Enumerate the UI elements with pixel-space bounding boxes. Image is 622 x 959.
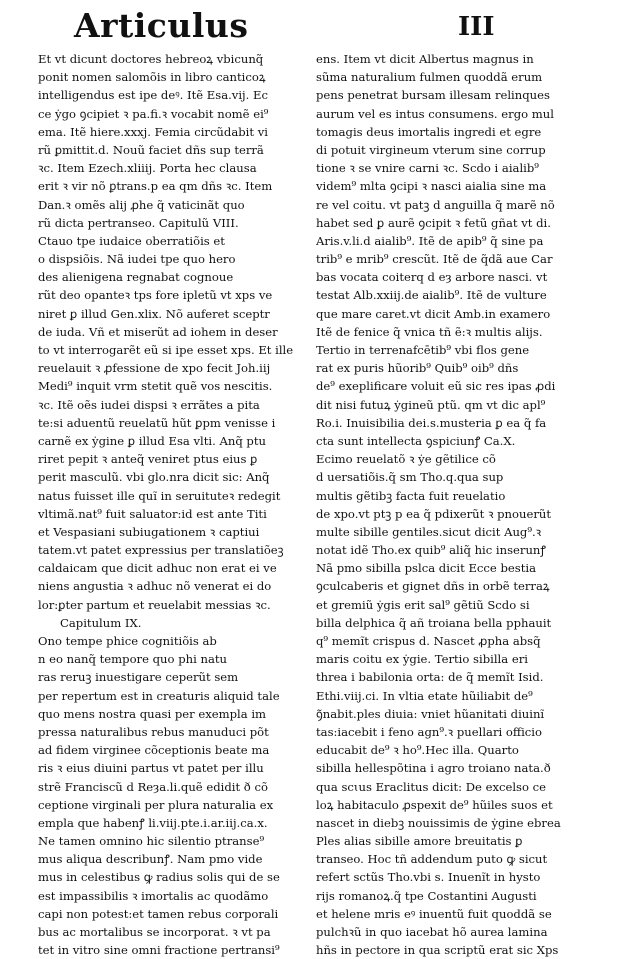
text-line: de iuda. Vñ et miserũt ad iohem in deser bbox=[38, 324, 278, 339]
text-line: ema. Itẽ hiere.xxxj. Femia circũdabit vi bbox=[38, 124, 268, 139]
text-line: transeo. Hoc tñ addendum puto ꝙ sicut bbox=[316, 852, 548, 867]
text-line: Ethi.viij.ci. In vltia etate hũiliabit de⁹ bbox=[316, 688, 533, 703]
text-line: testat Alb.xxiij.de aialib⁹. Itẽ de vulture bbox=[316, 288, 547, 303]
text-line: aurum vel es intus consumens. ergo mul bbox=[316, 106, 554, 121]
text-line: Tertio in terrenafcētib⁹ vbi flos gene bbox=[316, 343, 530, 357]
text-line: Ctauo tpe iudaice oberratiõis et bbox=[38, 233, 225, 248]
text-line: et gremiũ ẏgis erit sal⁹ gẽtiũ Scdo si bbox=[316, 597, 530, 612]
text-line: tas:iacebit i feno agn⁹.ꝛ puellari officio bbox=[316, 724, 542, 739]
text-line: cta sunt intellecta ꝯspiciunꝭ Ca.X. bbox=[316, 433, 516, 448]
text-line: niret ꝑ illud Gen.xlix. Nõ auferet sceptr bbox=[38, 306, 270, 321]
text-line: q⁹ memĩt crispus d. Nascet ꝓpha absq̃ bbox=[316, 634, 541, 648]
text-line: tet in vitro sine omni fractione pertransi⁹ bbox=[38, 943, 280, 958]
text-line: to vt interrogarẽt eũ si ipe esset xps. Et ille bbox=[38, 343, 294, 357]
text-line: Medi⁹ inquit vrm stetit quẽ vos nescitis. bbox=[38, 379, 273, 394]
text-line: ris ꝛ eius diuini partus vt patet per illu bbox=[38, 761, 264, 776]
text-line: qua scɩus Eraclitus dicit: De excelso ce bbox=[316, 779, 547, 794]
text-line: carnẽ ex ẏgine ꝑ illud Esa vlti. Anq̃ ptu bbox=[38, 433, 266, 448]
text-line: nascet in diebꝫ nouissimis de ẏgine ebrea bbox=[316, 815, 561, 830]
text-line: tomagis deus imortalis ingredi et egre bbox=[316, 124, 542, 139]
text-line: rũ ꝑmittit.d. Nouũ faciet dñs sup terrã bbox=[38, 142, 264, 157]
text-line: pressa naturalibus rebus manuduci põt bbox=[38, 724, 269, 739]
text-line: Ecimo reuelatõ ꝛ ẏe gẽtilice cõ bbox=[316, 452, 496, 467]
text-line: pens penetrat bursam illesam relinques bbox=[316, 88, 550, 103]
text-line: rijs romanoꝝ.q̃ tpe Costantini Augusti bbox=[316, 888, 537, 903]
text-line: tione ꝛ se vnire carni ꝛc. Scdo i aialib⁹ bbox=[316, 161, 539, 176]
text-line: ꝛc. Itẽ oẽs iudei dispsi ꝛ errãtes a pita bbox=[38, 397, 260, 412]
text-line: hñs in pectore in qua scriptũ erat sic Xps bbox=[316, 943, 559, 958]
text-line: quo mens nostra quasi per exempla im bbox=[38, 706, 267, 721]
text-line: habet sed ꝑ aurẽ ꝯcipit ꝛ fetũ gñat vt di. bbox=[316, 215, 551, 230]
text-line: riret pepit ꝛ anteq̃ veniret ptus eius ꝑ bbox=[38, 452, 258, 467]
text-line: rat ex puris hũorib⁹ Quib⁹ oib⁹ dñs bbox=[316, 361, 519, 376]
text-line: rũt deo opanteꝛ tps fore ipletũ vt xps ve bbox=[38, 288, 273, 303]
text-line: refert sctũs Tho.vbi s. Inuenĩt in hysto bbox=[316, 870, 541, 885]
text-line: ad fidem virginee cõceptionis beate ma bbox=[38, 743, 270, 758]
text-line: Itẽ de fenice q̃ vnica tñ ẽ:ꝛ multis alijs. bbox=[316, 324, 543, 339]
text-line: o dispsiõis. Nã iudei tpe quo hero bbox=[38, 252, 236, 267]
text-line: ꝛc. Item Ezech.xliiij. Porta hec clausa bbox=[38, 161, 257, 176]
text-line: bas vocata coiterq d eȝ arbore nasci. vt bbox=[316, 270, 548, 285]
folio-number: III bbox=[458, 12, 495, 42]
text-line: Ples alias sibille amore breuitatis ꝑ bbox=[316, 834, 523, 849]
text-line: capi non potest:et tamen rebus corporali bbox=[38, 906, 279, 921]
text-line: loꝝ habitaculo ꝓspexit de⁹ hũiles suos et bbox=[316, 797, 553, 812]
text-line: educabit de⁹ ꝛ ho⁹.Hec illa. Quarto bbox=[316, 743, 519, 758]
text-line: ce ẏgo ꝯcipiet ꝛ pa.fi.ꝛ vocabit nomẽ ei⁹ bbox=[38, 106, 269, 121]
text-line: sũma naturalium fulmen quoddã erum bbox=[316, 70, 543, 85]
text-line: di potuit virgineum vterum sine corrup bbox=[316, 142, 546, 157]
text-line: te:si aduentũ reuelatũ hũt ꝑpm venisse i bbox=[38, 415, 276, 430]
text-line: des alienigena regnabat cognoue bbox=[38, 270, 234, 285]
text-line: de⁹ exeplificare voluit eũ sic res ipas ꝓdi bbox=[316, 379, 556, 394]
text-line: mus in celestibus ꝙ radius solis qui de se bbox=[38, 870, 280, 885]
text-line: ras reruꝫ inuestigare ceperũt sem bbox=[38, 670, 239, 685]
text-line: tatem.vt patet expressius per translatiõeꝫ bbox=[38, 543, 284, 558]
running-title: Articulus bbox=[74, 6, 249, 45]
text-line: erit ꝛ vir nõ ꝑtrans.p ea qm dñs ꝛc. Item bbox=[38, 179, 273, 194]
text-line: Nã pmo sibilla pslca dicit Ecce bestia bbox=[316, 561, 536, 576]
text-line: billa delphica q̃ añ troiana bella pphauit bbox=[316, 615, 552, 630]
text-line: reuelauit ꝛ ꝓfessione de xpo fecit Joh.iij bbox=[38, 361, 271, 376]
left-column bbox=[38, 50, 300, 959]
right-column bbox=[316, 50, 586, 959]
text-line: Capitulum IX. bbox=[60, 615, 142, 630]
text-line: rũ dicta pertranseo. Capitulũ VIII. bbox=[38, 215, 239, 230]
text-line: est impassibilis ꝛ imortalis ac quodãmo bbox=[38, 888, 269, 903]
text-line: videm⁹ mlta ꝯcipi ꝛ nasci aialia sine ma bbox=[316, 179, 547, 194]
text-line: intelligendus est ipe deꝰ. Itẽ Esa.vij. Ec bbox=[38, 88, 268, 103]
text-line: natus fuisset ille quĩ in seruituteꝛ redegit bbox=[38, 488, 281, 503]
text-line: multis gẽtibꝫ facta fuit reuelatio bbox=[316, 488, 506, 503]
text-line: Ro.i. Inuisibilia dei.s.musteria ꝑ ea q̃ fa bbox=[316, 415, 547, 430]
text-line: Et vt dicunt doctores hebreoꝝ vbicunq̃ bbox=[38, 52, 264, 66]
text-line: dit nisi futuꝝ ẏgineũ ptũ. qm vt dic apl⁹ bbox=[316, 397, 546, 412]
text-line: per repertum est in creaturis aliquid tale bbox=[38, 688, 280, 703]
text-line: re vel coitu. vt patꝫ d anguilla q̃ marẽ nõ bbox=[316, 197, 555, 212]
text-line: maris coitu ex ẏgie. Tertio sibilla eri bbox=[316, 652, 528, 667]
text-line: Aris.v.li.d aialib⁹. Itẽ de apib⁹ q̃ sine pa bbox=[316, 233, 544, 248]
text-line: Ono tempe phice cognitiõis ab bbox=[38, 634, 217, 648]
text-line: perit masculũ. vbi glo.nra dicit sic: Anq̃ bbox=[38, 470, 270, 485]
text-line: sibilla hellespõtina i agro troiano nata.ð bbox=[316, 761, 551, 776]
text-line: trib⁹ e mrib⁹ crescũt. Itẽ de q̃dã aue Car bbox=[316, 252, 553, 267]
text-line: niens angustia ꝛ adhuc nõ venerat ei do bbox=[38, 579, 272, 594]
text-line: empla que habenꝭ li.viij.pte.i.ar.iij.ca.x. bbox=[38, 815, 268, 830]
text-line: ꝯculcaberis et gignet dñs in orbẽ terraꝝ bbox=[316, 579, 550, 594]
text-line: notat idẽ Tho.ex quib⁹ aliq̃ hic inserunꝭ bbox=[316, 543, 546, 558]
text-line: mus aliqua describunꝭ. Nam pmo vide bbox=[38, 852, 263, 867]
text-line: ponit nomen salomõis in libro canticoꝝ bbox=[38, 70, 266, 85]
text-line: threa i babilonia orta: de q̃ memĩt Isid. bbox=[316, 670, 544, 685]
text-line: vltimã.nat⁹ fuit saluator:id est ante Titi bbox=[38, 506, 267, 521]
text-line: de xpo.vt ptꝫ p ea q̃ pdixerũt ꝛ pnouerũt bbox=[316, 506, 551, 521]
text-line: caldaicam que dicit adhuc non erat ei ve bbox=[38, 561, 277, 576]
text-line: ens. Item vt dicit Albertus magnus in bbox=[316, 52, 534, 66]
text-line: et helene mris eꝰ inuentũ fuit quoddã se bbox=[316, 906, 552, 921]
text-line: bus ac mortalibus se incorporat. ꝛ vt pa bbox=[38, 925, 271, 939]
text-line: lor:ꝑter partum et reuelabit messias ꝛc. bbox=[38, 597, 271, 612]
text-line: d uersatiõis.q̃ sm Tho.q.qua sup bbox=[316, 470, 504, 485]
text-line: n eo nanq̃ tempore quo phi natu bbox=[38, 652, 227, 667]
text-line: et Vespasiani subiugationem ꝛ captiui bbox=[38, 524, 260, 539]
text-line: strẽ Franciscũ d Reȝa.li.quẽ edidit ð cõ bbox=[38, 779, 268, 794]
text-line: multe sibille gentiles.sicut dicit Aug⁹.ꝛ bbox=[316, 524, 542, 539]
text-line: Dan.ꝛ omẽs alij ꝓhe q̃ vaticinãt quo bbox=[38, 197, 245, 212]
text-line: Ne tamen omnino hic silentio ptranse⁹ bbox=[38, 834, 265, 849]
text-line: pulchꝛũ in quo iacebat hõ aurea lamina bbox=[316, 925, 548, 939]
text-line: ꝯ̃nabit.ples diuia: vniet hũanitati diuinĩ bbox=[316, 706, 545, 721]
text-line: ceptione virginali per plura naturalia ex bbox=[38, 797, 274, 812]
text-line: que mare caret.vt dicit Amb.in examero bbox=[316, 306, 551, 321]
